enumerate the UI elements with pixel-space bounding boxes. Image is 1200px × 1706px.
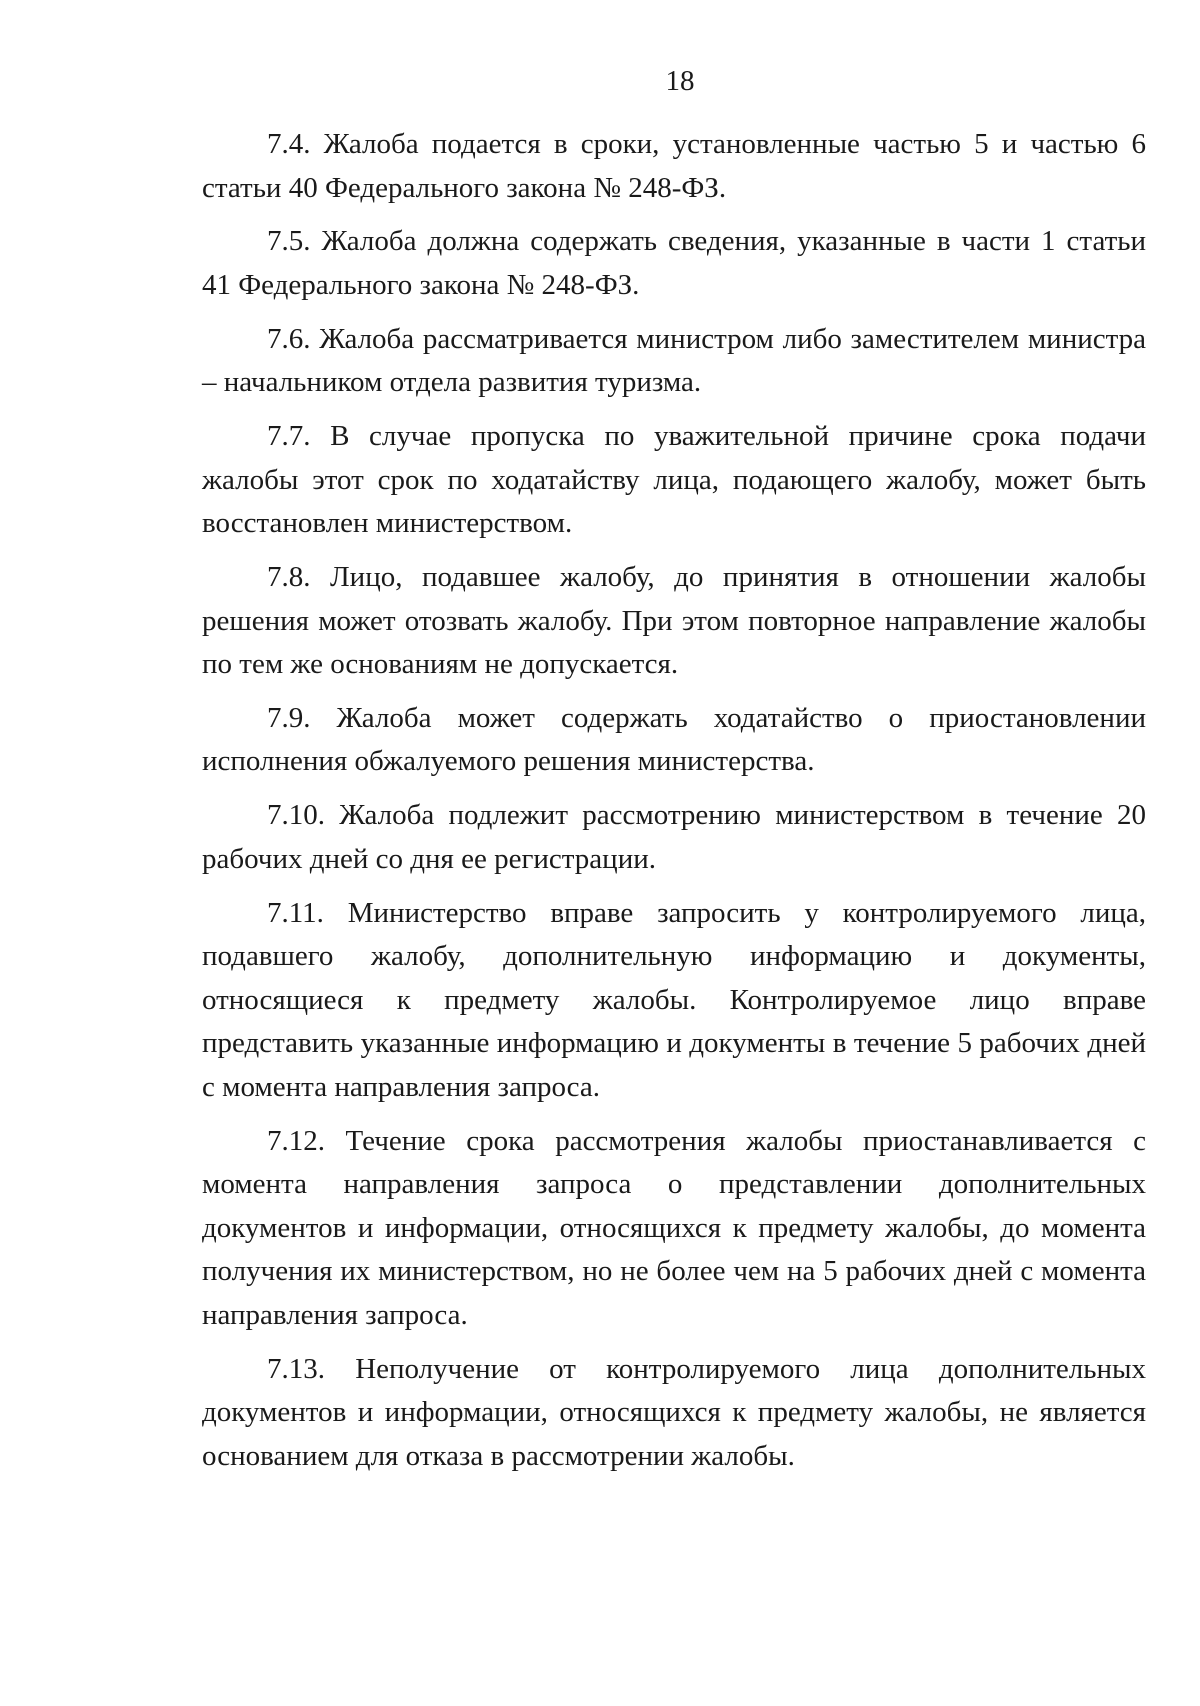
paragraph-7-7: 7.7. В случае пропуска по уважительной причине срока подачи жалобы этот срок по ходатайству лица, подающего жалобу, может быть восстановлен министерством. xyxy=(202,420,1146,540)
paragraph-7-8: 7.8. Лицо, подавшее жалобу, до принятия в отношении жалобы решения может отозвать жалобу. При этом повторное направление жалобы по тем же основаниям не допускается. xyxy=(202,561,1146,681)
paragraph-7-11: 7.11. Министерство вправе запросить у контролируемого лица, подавшего жалобу, дополнительную информацию и документы, относящиеся к предмету жалобы. Контролируемое лицо вправе представить указанные информацию и документы в течение 5 рабочих дней с момента направления запроса. xyxy=(202,896,1146,1103)
paragraph-7-10: 7.10. Жалоба подлежит рассмотрению министерством в течение 20 рабочих дней со дня ее регистрации. xyxy=(202,799,1146,875)
paragraph-7-6: 7.6. Жалоба рассматривается министром либо заместителем министра – начальником отдела развития туризма. xyxy=(202,322,1146,399)
paragraph-7-4: 7.4. Жалоба подается в сроки, установленные частью 5 и частью 6 статьи 40 Федерального закона № 248-ФЗ. xyxy=(202,128,1146,204)
document-body xyxy=(202,123,1146,1488)
paragraph-7-5: 7.5. Жалоба должна содержать сведения, указанные в части 1 статьи 41 Федерального закона № 248-ФЗ. xyxy=(202,225,1146,301)
paragraph-7-13: 7.13. Неполучение от контролируемого лица дополнительных документов и информации, относящихся к предмету жалобы, не является основанием для отказа в рассмотрении жалобы. xyxy=(202,1352,1146,1472)
paragraph-7-12: 7.12. Течение срока рассмотрения жалобы приостанавливается с момента направления запроса о представлении дополнительных документов и информации, относящихся к предмету жалобы, до момента получения их министерством, но не более чем на 5 рабочих дней с момента направления запроса. xyxy=(202,1124,1146,1331)
paragraph-7-9: 7.9. Жалоба может содержать ходатайство о приостановлении исполнения обжалуемого решения министерства. xyxy=(202,701,1146,778)
page-number: 18 xyxy=(665,65,695,97)
